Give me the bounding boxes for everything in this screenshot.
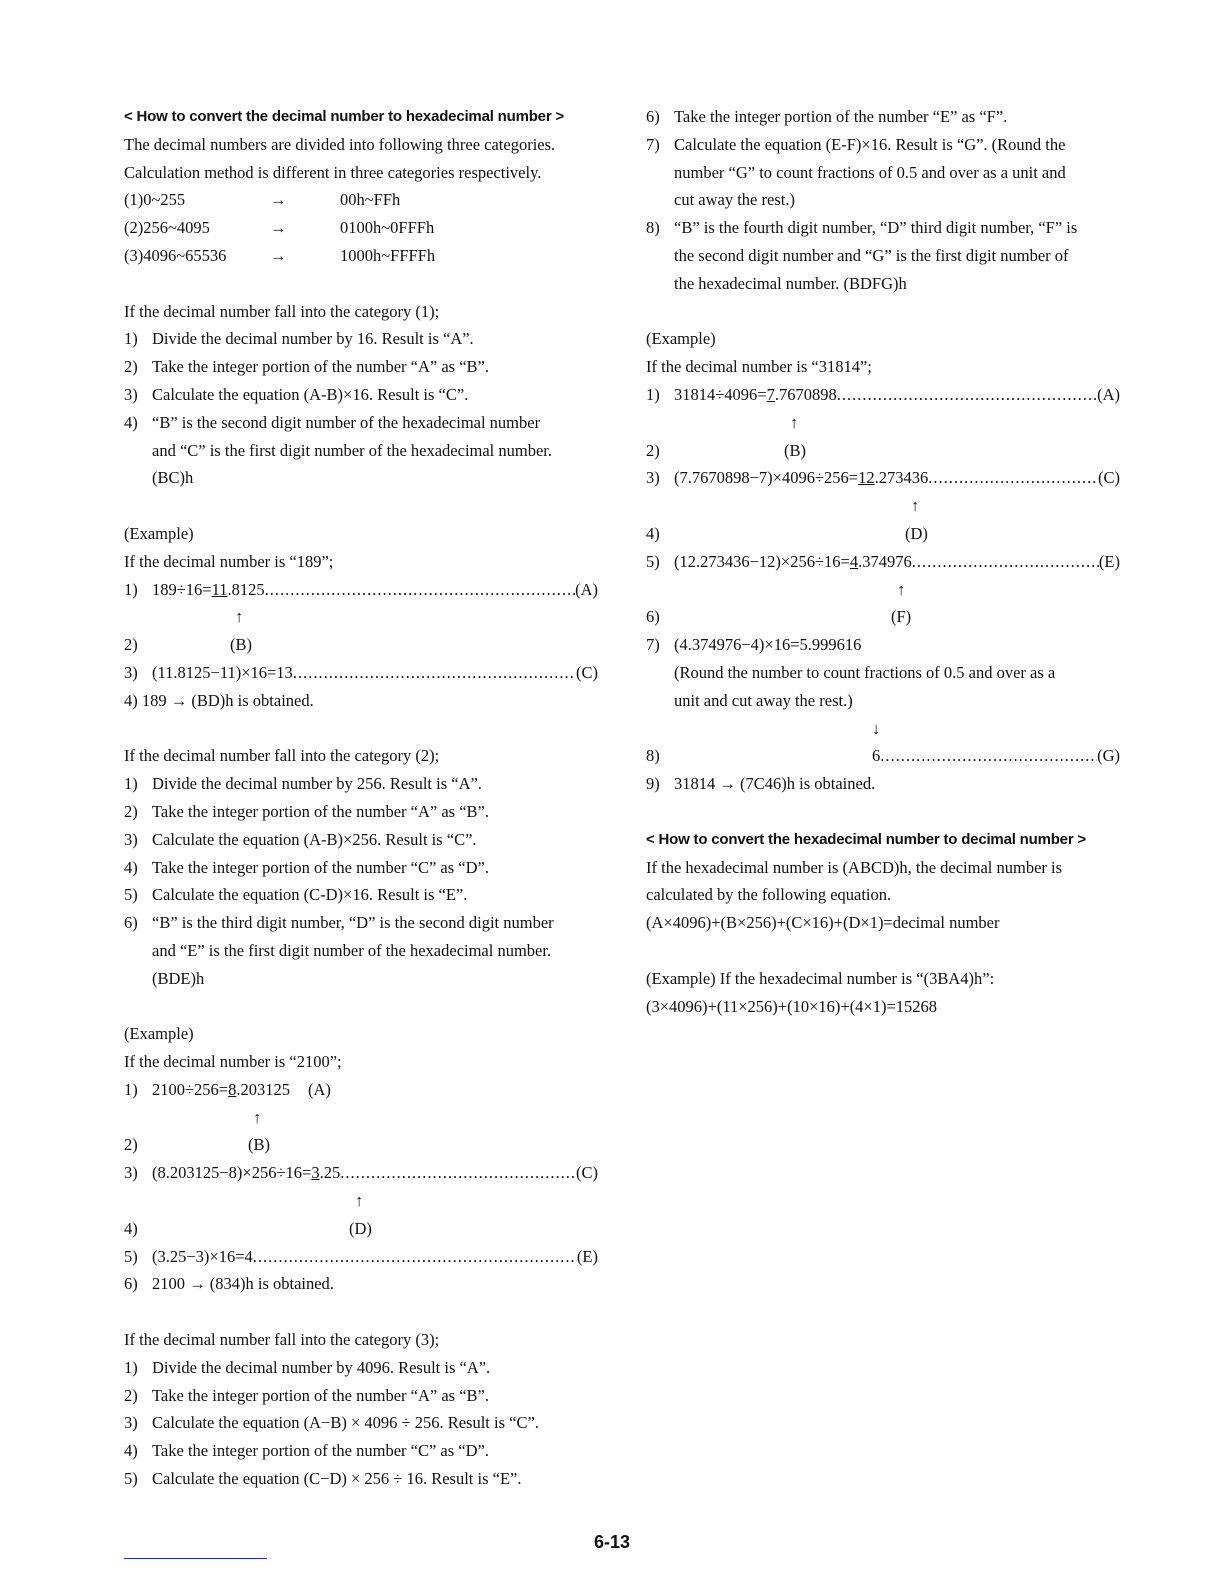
cat3-step-8-cont: the second digit number and “G” is the first digit number of	[674, 245, 1069, 265]
cat2-example-step-1: 1) 2100÷256=8.203125 (A)	[124, 1079, 331, 1099]
cat3-example-step-1: 1) 31814÷4096= 7 .7670898 ..... (A)	[646, 381, 1120, 409]
cat1-up-arrow-row	[124, 603, 598, 631]
hex-to-dec-example-equation: (3×4096)+(11×256)+(10×16)+(4×1)=15268	[646, 996, 938, 1016]
cat2-step-1: 1) Divide the decimal number by 256. Result is “A”.	[124, 774, 482, 794]
up-arrow-icon: ↑	[790, 412, 799, 432]
category-row-2	[124, 214, 598, 242]
cat1-step-2: 2) Take the integer portion of the number “A” as “B”.	[124, 357, 489, 377]
category-row-1	[124, 186, 598, 214]
hex-to-dec-equation: (A×4096)+(B×256)+(C×16)+(D×1)=decimal number	[646, 913, 1000, 933]
category-range: (2)256~4095	[124, 218, 210, 238]
cat3-down-arrow-row	[646, 715, 1120, 743]
cat1-example-title: If the decimal number is “189”;	[124, 551, 334, 571]
cat1-example-step-2: 2) (B)	[124, 635, 252, 655]
up-arrow-icon: ↑	[897, 579, 906, 599]
category-row-3	[124, 242, 598, 270]
cat2-example-step-2: 2) (B)	[124, 1135, 270, 1155]
cat3-example-result: 9) 31814 → (7C46)h is obtained.	[646, 774, 876, 794]
cat3-example-step-8: 8) 6 ..... (G)	[646, 742, 1120, 770]
cat3-example-step-2: 2) (B)	[646, 440, 806, 460]
intro-line-2: Calculation method is different in three categories respectively.	[124, 162, 542, 182]
cat2-step-3: 3) Calculate the equation (A-B)×256. Result is “C”.	[124, 829, 477, 849]
cat2-example-step-4: 4) (D)	[124, 1218, 372, 1238]
cat3-step-6: 6) Take the integer portion of the number “E” as “F”.	[646, 107, 1008, 126]
cat3-example-step-3: 3) (7.7670898−7)×4096÷256= 12 .273436 ..... (C)	[646, 464, 1120, 492]
cat2-step-4: 4) Take the integer portion of the number “C” as “D”.	[124, 857, 489, 877]
left-column	[124, 103, 598, 1493]
cat3-up-arrow-row-1	[646, 409, 1120, 437]
cat3-up-arrow-row-3	[646, 576, 1120, 604]
up-arrow-icon: ↑	[911, 496, 920, 516]
category-hex: 0100h~0FFFh	[340, 218, 435, 238]
cat2-step-2: 2) Take the integer portion of the number “A” as “B”.	[124, 801, 489, 821]
cat3-step-8-result: the hexadecimal number. (BDFG)h	[674, 273, 907, 293]
category-hex: 1000h~FFFFh	[340, 245, 436, 265]
section-heading-hex-to-dec: < How to convert the hexadecimal number to decimal number >	[646, 830, 1086, 848]
hex-to-dec-line-2: calculated by the following equation.	[646, 885, 892, 905]
cat1-example-step-1: 1) 189÷16= 11 .8125 ..... (A)	[124, 576, 598, 604]
cat3-step-5: 5) Calculate the equation (C−D) × 256 ÷ 16. Result is “E”.	[124, 1469, 522, 1489]
cat3-example-step-5: 5) (12.273436−12)×256÷16= 4 .374976 ..... (E)	[646, 548, 1120, 576]
cat2-step-6-cont: and “E” is the first digit number of the hexadecimal number.	[152, 940, 552, 960]
cat3-step-7-cont: number “G” to count fractions of 0.5 and over as a unit and	[674, 162, 1066, 182]
right-column	[646, 103, 1120, 1020]
cat3-step-4: 4) Take the integer portion of the number “C” as “D”.	[124, 1441, 489, 1461]
cat3-example-title: If the decimal number is “31814”;	[646, 357, 872, 377]
cat2-example-label: (Example)	[124, 1024, 194, 1044]
cat1-step-4-result: (BC)h	[152, 468, 194, 488]
cat3-example-step-7-note-2: unit and cut away the rest.)	[674, 690, 853, 710]
cat3-step-7-cont-2: cut away the rest.)	[674, 190, 795, 210]
intro-line-1: The decimal numbers are divided into following three categories.	[124, 134, 556, 154]
cat3-step-3: 3) Calculate the equation (A−B) × 4096 ÷ 256. Result is “C”.	[124, 1413, 539, 1433]
cat3-step-8: 8) “B” is the fourth digit number, “D” third digit number, “F” is	[646, 218, 1078, 238]
cat3-example-step-7-note: (Round the number to count fractions of 0.5 and over as a	[674, 662, 1056, 682]
category-range: (1)0~255	[124, 190, 186, 210]
cat1-step-4-cont: and “C” is the first digit number of the hexadecimal number.	[152, 440, 553, 460]
cat2-up-arrow-row-2	[124, 1187, 598, 1215]
hex-to-dec-example: (Example) If the hexadecimal number is “(3BA4)h”:	[646, 968, 995, 988]
arrow-icon: →	[270, 218, 287, 238]
cat2-step-5: 5) Calculate the equation (C-D)×16. Result is “E”.	[124, 885, 468, 905]
cat3-step-7: 7) Calculate the equation (E-F)×16. Result is “G”. (Round the	[646, 134, 1066, 154]
category-range: (3)4096~65536	[124, 245, 227, 265]
up-arrow-icon: ↑	[235, 607, 244, 627]
cat3-step-2: 2) Take the integer portion of the number “A” as “B”.	[124, 1385, 489, 1405]
cat1-step-1: 1) Divide the decimal number by 16. Result is “A”.	[124, 329, 474, 349]
cat2-example-step-5: 5) (3.25−3)×16=4 ..... (E)	[124, 1243, 598, 1271]
arrow-icon: →	[270, 190, 287, 210]
cat3-example-label: (Example)	[646, 329, 716, 349]
arrow-icon: →	[270, 245, 287, 265]
cat3-step-1: 1) Divide the decimal number by 4096. Result is “A”.	[124, 1357, 491, 1377]
cat3-example-step-4: 4) (D)	[646, 523, 928, 543]
cat2-title: If the decimal number fall into the category (2);	[124, 746, 440, 766]
cat1-step-4: 4) “B” is the second digit number of the hexadecimal number	[124, 412, 541, 432]
down-arrow-icon: ↓	[872, 718, 881, 738]
cat3-example-step-7: 7) (4.374976−4)×16=5.999616	[646, 635, 862, 655]
cat1-example-result: 4) 189 → (BD)h is obtained.	[124, 690, 314, 710]
cat1-example-label: (Example)	[124, 523, 194, 543]
cat3-up-arrow-row-2	[646, 492, 1120, 520]
cat3-title: If the decimal number fall into the category (3);	[124, 1330, 440, 1350]
cat2-up-arrow-row-1	[124, 1104, 598, 1132]
category-hex: 00h~FFh	[340, 190, 401, 210]
cat2-example-step-3: 3) (8.203125−8)×256÷16= 3 .25 ..... (C)	[124, 1159, 598, 1187]
cat1-example-step-3: 3) (11.8125−11)×16=13 ..... (C)	[124, 659, 598, 687]
footer-rule	[124, 1558, 267, 1559]
cat2-example-title: If the decimal number is “2100”;	[124, 1052, 342, 1072]
cat3-example-step-6: 6) (F)	[646, 607, 912, 627]
up-arrow-icon: ↑	[355, 1191, 364, 1211]
cat1-step-3: 3) Calculate the equation (A-B)×16. Result is “C”.	[124, 384, 469, 404]
cat2-step-6: 6) “B” is the third digit number, “D” is the second digit number	[124, 913, 554, 933]
cat2-step-6-result: (BDE)h	[152, 968, 205, 988]
page-number: 6-13	[593, 1532, 631, 1552]
cat2-example-step-6: 6) 2100 → (834)h is obtained.	[124, 1274, 334, 1294]
cat1-title: If the decimal number fall into the category (1);	[124, 301, 440, 321]
hex-to-dec-line-1: If the hexadecimal number is (ABCD)h, the decimal number is	[646, 857, 1063, 877]
up-arrow-icon: ↑	[253, 1107, 262, 1127]
section-heading-dec-to-hex: < How to convert the decimal number to hexadecimal number >	[124, 108, 564, 125]
